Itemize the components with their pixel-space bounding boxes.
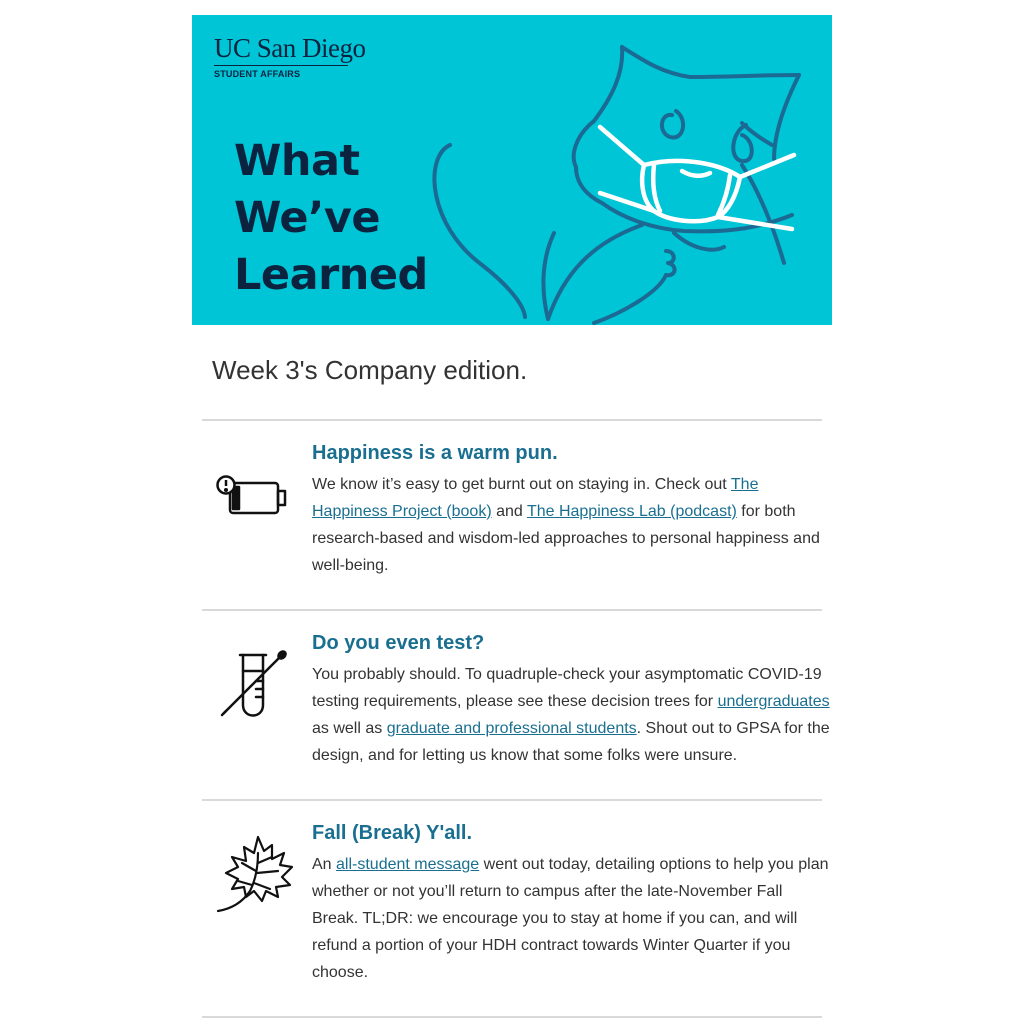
section-divider	[202, 609, 822, 611]
happiness-lab-link[interactable]: The Happiness Lab (podcast)	[526, 503, 737, 520]
masked-cat-icon	[192, 15, 832, 325]
all-student-message-link[interactable]: all-student message	[336, 856, 480, 873]
maple-leaf-icon	[214, 833, 298, 915]
section-divider	[202, 1016, 822, 1018]
body-text: as well as	[312, 720, 387, 737]
body-text: . Shout out to GPSA for the design, and for letting us know that some folks were unsure.	[312, 720, 830, 764]
logo-wordmark: UC San Diego	[214, 33, 366, 63]
body-text: An	[312, 856, 337, 873]
low-battery-icon	[216, 473, 290, 517]
section-heading: Fall (Break) Y'all.	[312, 822, 473, 844]
graduate-students-link[interactable]: graduate and professional students	[386, 720, 637, 737]
section-body	[312, 851, 830, 986]
section-divider	[202, 799, 822, 801]
body-text: You probably should. To quadruple-check your asymptomatic COVID-19 testing requirements, please see these decision trees for	[312, 666, 822, 710]
body-text: for both research-based and wisdom-led approaches to personal happiness and well-being.	[312, 503, 820, 574]
header-banner	[192, 15, 832, 325]
logo-subtitle: STUDENT AFFAIRS	[214, 69, 301, 79]
happiness-project-link[interactable]: The Happiness Project (book)	[312, 476, 759, 520]
section-body	[312, 661, 830, 769]
section-divider	[202, 419, 822, 421]
section-heading: Happiness is a warm pun.	[312, 442, 558, 464]
edition-title: Week 3's Company edition.	[212, 355, 528, 385]
body-text: We know it’s easy to get burnt out on staying in. Check out	[312, 476, 731, 493]
test-tube-swab-icon	[218, 647, 292, 721]
section-body	[312, 471, 830, 579]
banner-title-line: Learned	[234, 250, 428, 300]
banner-title-line: What	[234, 136, 360, 186]
section-heading: Do you even test?	[312, 632, 485, 654]
undergraduates-link[interactable]: undergraduates	[717, 693, 830, 710]
body-text: went out today, detailing options to help you plan whether or not you’ll return to campus after the late-November Fall Break. TL;DR: we encourage you to stay at home if you can, and will refund a portion of your HDH contract towards Winter Quarter if you choose.	[312, 856, 829, 981]
body-text: and	[491, 503, 527, 520]
banner-title-line: We’ve	[234, 193, 381, 243]
